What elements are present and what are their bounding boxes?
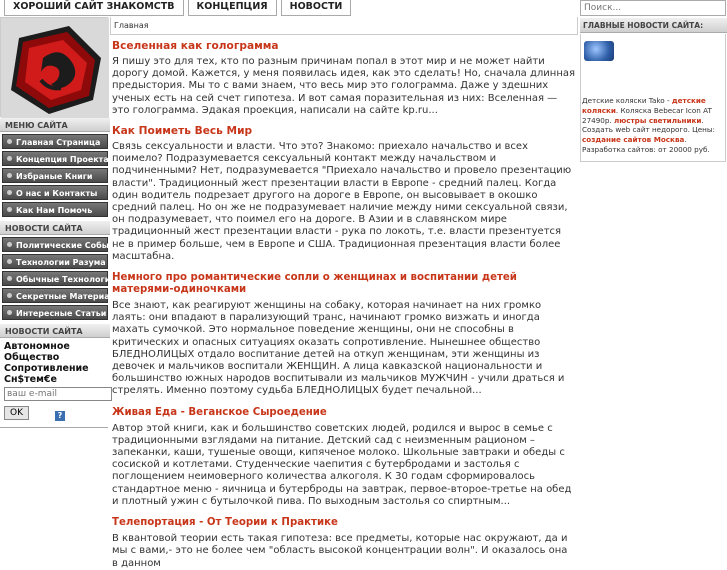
globe-icon (584, 41, 614, 61)
newsletter-title: Автономное Общество Сопротивление Сн$тем€е (4, 341, 89, 385)
menu-item-concept[interactable]: Концепция Проекта (2, 151, 108, 166)
link-web-development[interactable]: создание сайтов Москва (582, 135, 685, 145)
right-sidebar (580, 0, 727, 154)
menu-item-help-us[interactable]: Как Нам Помочь (2, 202, 108, 217)
news-item-secret[interactable]: Секретные Материалы (2, 288, 108, 303)
topnav-item-concept[interactable]: КОНЦЕПЦИЯ (188, 0, 277, 16)
article (110, 40, 578, 117)
divider (0, 427, 108, 428)
article-body: В квантовой теории есть такая гипотеза: все предметы, которые нас окружают, да и мы с вами,- это не более чем "область высокой концентрации волн". И оказалось она в данном (112, 533, 568, 569)
menu-item-home[interactable]: Главная Страница (2, 134, 108, 149)
article-title[interactable]: Телепортация - От Теории к Практике (112, 517, 338, 529)
breadcrumb: Главная (110, 17, 578, 35)
news-item-mind-tech[interactable]: Технологии Разума (2, 254, 108, 269)
bullet-icon (7, 207, 12, 212)
bullet-icon (7, 190, 12, 195)
menu-item-about[interactable]: О нас и Контакты (2, 185, 108, 200)
email-field[interactable] (4, 387, 112, 401)
news-text: . Разработка сайтов: от 20000 руб. (582, 135, 710, 154)
news-text: . Создать web сайт недорого. Цены: (582, 115, 715, 135)
news-heading-2: НОВОСТИ САЙТА (0, 323, 110, 338)
top-news-text (582, 96, 726, 155)
news-heading: НОВОСТИ САЙТА (0, 220, 110, 235)
bullet-icon (7, 259, 12, 264)
search-input[interactable] (580, 0, 726, 16)
help-icon[interactable]: ? (55, 411, 65, 421)
news-item-articles[interactable]: Интересные Статьи (2, 305, 108, 320)
article (110, 517, 578, 570)
bullet-icon (7, 173, 12, 178)
article-body: Я пишу это для тех, кто по разным причинам попал в этот мир и не может найти дорогу домой. Кажется, у меня появилась идея, как это сделать! Но, сначала длинная предыстория. Мы то с вами знаем, что весь мир это голограмма. Даже у здешних ученых есть на сей счет гипотеза. И вот самая поразительная из них: Вселенная — это голограмма. Эдакая проекция, написали на сайте kp.ru... (112, 56, 576, 116)
link-chandeliers[interactable]: люстры светильники (614, 115, 702, 125)
article-title[interactable]: Как Поиметь Весь Мир (112, 125, 253, 138)
top-navigation (0, 0, 355, 16)
subscribe-ok-button[interactable]: OK (4, 406, 29, 420)
article-title[interactable]: Немного про романтические сопли о женщинах и воспитании детей матерями-одиночками (112, 272, 517, 296)
news-text: . Коляска Bebecar Icon AT 27490р. (582, 105, 712, 125)
bullet-icon (7, 293, 12, 298)
menu-heading: МЕНЮ САЙТА (0, 117, 110, 132)
menu-item-books[interactable]: Избраные Книги (2, 168, 108, 183)
link-baby-strollers[interactable]: детские коляски (582, 96, 706, 115)
left-sidebar (0, 17, 125, 423)
article (110, 272, 578, 398)
main-content (110, 17, 578, 570)
bullet-icon (7, 156, 12, 161)
article-body: Все знают, как реагируют женщины на собаку, которая начинает на них громко лаять: они впадают в парализующий транс, начинают громко визжать и иногда махать сумочкой. Это нормальное поведение женщины, они не способны в критических и опасных ситуациях оказать сопротивление. Нынешнее общество БЛЕДНОЛИЦЫХ отдало воспитание детей на откуп женщинам, эти женщины из девочек и мальчиков воспитали ЖЕНЩИН. А лица кавказской национальности и большинство южных народов воспитывали из мальчиков МУЖЧИН - учили драться и стрелять. Именно поэтому судьба БЛЕДНОЛИЦЫХ будет печальной... (112, 300, 565, 397)
top-news-heading: ГЛАВНЫЕ НОВОСТИ САЙТА: (580, 18, 727, 33)
bullet-icon (7, 276, 12, 281)
bullet-icon (7, 242, 12, 247)
bullet-icon (7, 310, 12, 315)
topnav-item-news[interactable]: НОВОСТИ (281, 0, 352, 16)
article-body: Автор этой книги, как и большинство советских людей, родился и вырос в семье с традиционными взглядами на питание. Детский сад с неизменным рационом – запеканки, каши, тушеные овощи, кипяченое молоко. Школьные завтраки и обеды с сосиской и котлетами. Студенческие чаепития с бутербродами и застолья с поглощением неимоверного количества алкоголя. К 30 годам сформировалось стандартное меню - яичница и бутерброды на завтрак, первое-второе-третье на обед и плотный ужин с бутылочкой пива. По выходным застолья со спиртным... (112, 422, 572, 507)
article-title[interactable]: Вселенная как голограмма (112, 40, 279, 52)
news-text: Детские коляски Tako - (582, 96, 672, 105)
news-item-politics[interactable]: Политические События (2, 237, 108, 252)
bullet-icon (7, 139, 12, 144)
article (110, 125, 578, 263)
article-body: Связь сексуальности и власти. Что это? Знакомо: приехало начальство и всех поимело? Подразумевается сексуальный контакт между начальством и подчиненными? Нет, подразумевается "Приехало начальство и провело презентацию власти". Традиционный жест презентации власти в Европе - средний палец. Когда один водитель подрезает другого на дороге в Европе, он высовывает в окошко средний палец. Но он же не подразумевает наличие между ними сексуальной связи, он подразумевает, что поимел его на дороге. В Азии и в славянском мире традиционный жест презентации власти - рука по локоть, т.е. власти презентуется не в пример больше, чем в Европе и США. Традиционная презентация власти более масштабна. (112, 141, 572, 262)
article (110, 407, 578, 508)
site-logo (0, 17, 108, 117)
article-title[interactable]: Живая Еда - Веганское Сыроедение (112, 406, 327, 418)
topnav-item-dating-site[interactable]: ХОРОШИЙ САЙТ ЗНАКОМСТВ (4, 0, 184, 16)
news-item-ordinary-tech[interactable]: Обычные Технологии (2, 271, 108, 286)
